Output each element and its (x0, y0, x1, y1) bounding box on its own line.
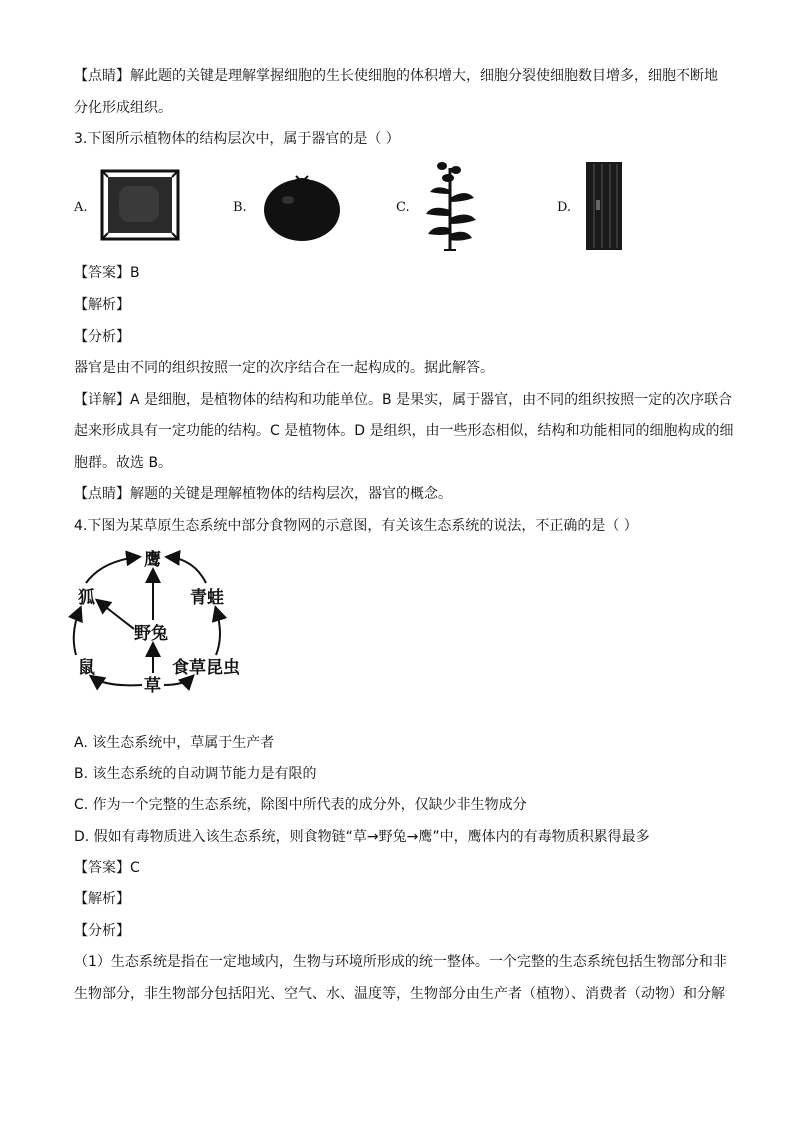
insect-label: 食草昆虫 (172, 658, 240, 678)
q3-option-c-label: C. (396, 200, 410, 215)
q4-option-d: D. 假如有毒物质进入该生态系统，则食物链“草→野兔→鹰”中，鹰体内的有毒物质积累得最多 (74, 829, 650, 845)
arrow-mouse-fox (74, 609, 80, 655)
q4-option-b: B. 该生态系统的自动调节能力是有限的 (74, 766, 317, 782)
fox-label: 狐 (78, 588, 95, 608)
eagle-label: 鹰 (144, 550, 161, 570)
arrow-frog-eagle (168, 557, 206, 583)
arrow-insect-frog (216, 609, 220, 655)
frog-label: 青蛙 (190, 588, 224, 608)
cell-image (99, 168, 181, 242)
arrow-fox-eagle (86, 557, 138, 583)
tissue-image (584, 160, 624, 252)
q4-option-c: C. 作为一个完整的生态系统，除图中所代表的成分外，仅缺少非生物成分 (74, 797, 527, 813)
q3-option-b-label: B. (233, 200, 247, 215)
q4-fenxi: 【分析】 (74, 923, 130, 939)
q3-detail-2: 起来形成具有一定功能的结构。C 是植物体。D 是组织，由一些形态相似，结构和功能相同的细胞构成的细 (74, 423, 734, 439)
q4-analysis-2: 生物部分，非生物部分包括阳光、空气、水、温度等，生物部分由生产者（植物）、消费者（动物）和分解 (74, 986, 725, 1002)
arrow-rabbit-fox (98, 601, 134, 629)
dianjing-line-1: 【点睛】解此题的关键是理解掌握细胞的生长使细胞的体积增大，细胞分裂使细胞数目增多，细胞不断地 (74, 68, 718, 84)
q3-dianjing: 【点睛】解题的关键是理解植物体的结构层次，器官的概念。 (74, 486, 452, 502)
q3-analysis: 器官是由不同的组织按照一定的次序结合在一起构成的。据此解答。 (74, 360, 494, 376)
q3-jiexi: 【解析】 (74, 297, 130, 313)
grass-label: 草 (144, 676, 161, 693)
dianjing-line-2: 分化形成组织。 (74, 100, 172, 116)
question-3: 3.下图所示植物体的结构层次中，属于器官的是（ ） (74, 131, 400, 147)
food-web-diagram (66, 545, 266, 693)
rabbit-label: 野兔 (134, 624, 168, 644)
arrow-grass-insect (164, 677, 192, 685)
q3-answer: 【答案】B (74, 265, 140, 281)
q4-option-a: A. 该生态系统中，草属于生产者 (74, 735, 275, 751)
q3-detail-1: 【详解】A 是细胞，是植物体的结构和功能单位。B 是果实，属于器官，由不同的组织按照一定的次序联合 (74, 392, 733, 408)
mouse-label: 鼠 (78, 658, 95, 678)
fruit-image (260, 170, 346, 242)
arrow-grass-mouse (92, 677, 142, 685)
q4-answer: 【答案】C (74, 860, 140, 876)
question-4: 4.下图为某草原生态系统中部分食物网的示意图，有关该生态系统的说法，不正确的是（ ） (74, 518, 638, 534)
q4-analysis-1: （1）生态系统是指在一定地域内，生物与环境所形成的统一整体。一个完整的生态系统包括生物部分和非 (74, 954, 727, 970)
q4-jiexi: 【解析】 (74, 891, 130, 907)
q3-option-a-label: A. (74, 200, 88, 215)
q3-detail-3: 胞群。故选 B。 (74, 455, 173, 471)
plant-image (420, 158, 480, 252)
q3-option-d-label: D. (557, 200, 572, 215)
q3-fenxi: 【分析】 (74, 329, 130, 345)
